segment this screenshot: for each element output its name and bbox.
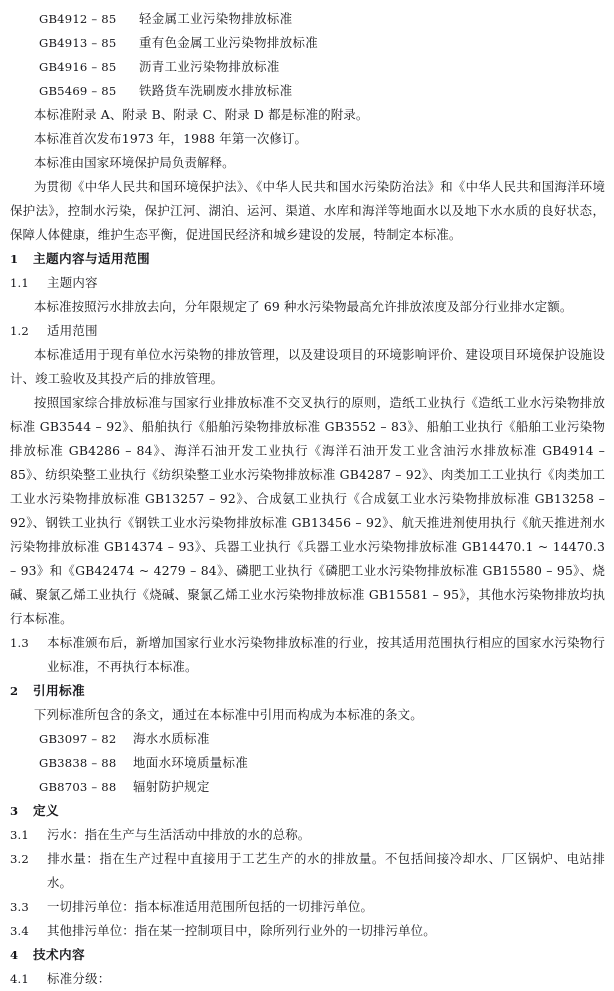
subsection-text: 本标准颁布后，新增加国家行业水污染物排放标准的行业，按其适用范围执行相应的国家水污染物行业标准，不再执行本标准。 xyxy=(47,635,605,674)
standard-code: GB5469 – 85 xyxy=(39,84,117,98)
definition-text: 排水量：指在生产过程中直接用于工艺生产的水的排放量。不包括间接冷却水、厂区锅炉、电站排水。 xyxy=(47,851,605,890)
heading-section-2 xyxy=(10,679,605,703)
reference-title: 海水水质标准 xyxy=(133,731,210,746)
heading-section-1-1 xyxy=(10,271,605,295)
section-1-3-body xyxy=(10,631,605,679)
reference-list-item xyxy=(10,775,605,799)
standard-title: 重有色金属工业污染物排放标准 xyxy=(139,35,319,50)
heading-section-4-1 xyxy=(10,967,605,991)
interpretation-note: 本标准由国家环境保护局负责解释。 xyxy=(34,155,235,170)
heading-section-3 xyxy=(10,799,605,823)
section-1-2-body-2: 按照国家综合排放标准与国家行业排放标准不交叉执行的原则，造纸工业执行《造纸工业水污染物排放标准 GB3544 – 92》、船舶执行《船舶污染物排放标准 GB3552 – 83》、船舶工业执行《船舶工业污染物排放标准 GB4286 – 84》、海洋石油开发工业执行《海洋石油开发工业含油污水排放标准 GB4914 – 85》、纺织染整工业执行《纺织染整工业水污染物排放标准 GB4287 – 92》、肉类加工工业执行《肉类加工工业水污染物排放标准 GB13257 – 92》、合成氨工业执行《合成氨工业水污染物排放标准 GB13258 – 92》、钢铁工业执行《钢铁工业水污染物排放标准 GB13456 – 92》、航天推进剂使用执行《航天推进剂水污染物排放标准 GB14374 – 93》、兵器工业执行《兵器工业水污染物排放标准 GB14470.1 ~ 14470.3 – 93》和《GB42474 ~ 4279 – 84》、磷肥工业执行《磷肥工业水污染物排放标准 GB15580 – 95》、烧碱、聚氯乙烯工业执行《烧碱、聚氯乙烯工业水污染物排放标准 GB15581 – 95》，其他水污染物排放均执行本标准。 xyxy=(10,395,605,626)
section-title: 定义 xyxy=(33,803,59,818)
reference-title: 地面水环境质量标准 xyxy=(133,755,249,770)
section-1-2-body: 本标准适用于现有单位水污染物的排放管理，以及建设项目的环境影响评价、建设项目环境保护设施设计、竣工验收及其投产后的排放管理。 xyxy=(10,347,605,386)
reference-code: GB8703 – 88 xyxy=(39,780,117,794)
section-number: 4 xyxy=(10,948,19,962)
standard-list-item xyxy=(10,55,605,79)
section-number: 3 xyxy=(10,804,19,818)
reference-list-item xyxy=(10,727,605,751)
subsection-number: 1.2 xyxy=(10,324,29,338)
subsection-title: 主题内容 xyxy=(47,275,98,290)
subsection-number: 4.1 xyxy=(10,972,29,986)
subsection-title: 适用范围 xyxy=(47,323,98,338)
section-title: 技术内容 xyxy=(33,947,85,962)
reference-code: GB3838 – 88 xyxy=(39,756,117,770)
subsection-number: 1.3 xyxy=(10,636,29,650)
standard-title: 铁路货车洗刷废水排放标准 xyxy=(139,83,293,98)
definition-text: 一切排污单位：指本标准适用范围所包括的一切排污单位。 xyxy=(47,899,374,914)
definition-text: 污水：指在生产与生活活动中排放的水的总称。 xyxy=(47,827,311,842)
definition-item xyxy=(10,847,605,895)
standard-list-item xyxy=(10,7,605,31)
definition-item xyxy=(10,919,605,943)
definition-text: 其他排污单位：指在某一控制项目中，除所列行业外的一切排污单位。 xyxy=(47,923,436,938)
reference-list-item xyxy=(10,751,605,775)
heading-section-4 xyxy=(10,943,605,967)
standard-list-item xyxy=(10,31,605,55)
definition-number: 3.3 xyxy=(10,900,29,914)
subsection-title: 标准分级： xyxy=(47,971,111,986)
subsection-number: 1.1 xyxy=(10,276,29,290)
section-1-1-body: 本标准按照污水排放去向，分年限规定了 69 种水污染物最高允许排放浓度及部分行业排水定额。 xyxy=(34,299,573,314)
heading-section-1-2 xyxy=(10,319,605,343)
definition-number: 3.1 xyxy=(10,828,29,842)
section-number: 2 xyxy=(10,684,19,698)
heading-section-1 xyxy=(10,247,605,271)
purpose-paragraph: 为贯彻《中华人民共和国环境保护法》、《中华人民共和国水污染防治法》和《中华人民共和国海洋环境保护法》，控制水污染，保护江河、湖泊、运河、渠道、水库和海洋等地面水以及地下水水质的良好状态，保障人体健康，维护生态平衡，促进国民经济和城乡建设的发展，特制定本标准。 xyxy=(10,179,605,242)
appendix-note: 本标准附录 A、附录 B、附录 C、附录 D 都是标准的附录。 xyxy=(34,107,369,122)
definition-item xyxy=(10,823,605,847)
standard-title: 沥青工业污染物排放标准 xyxy=(139,59,280,74)
standard-code: GB4912 – 85 xyxy=(39,12,117,26)
standard-code: GB4916 – 85 xyxy=(39,60,117,74)
standard-title: 轻金属工业污染物排放标准 xyxy=(139,11,293,26)
standard-code: GB4913 – 85 xyxy=(39,36,117,50)
standard-list-item xyxy=(10,79,605,103)
section-2-intro: 下列标准所包含的条文，通过在本标准中引用而构成为本标准的条文。 xyxy=(34,707,423,722)
definition-number: 3.2 xyxy=(10,852,29,866)
definition-item xyxy=(10,895,605,919)
reference-code: GB3097 – 82 xyxy=(39,732,117,746)
publish-note: 本标准首次发布1973 年，1988 年第一次修订。 xyxy=(34,131,308,146)
section-title: 引用标准 xyxy=(33,683,85,698)
section-number: 1 xyxy=(10,252,19,266)
section-title: 主题内容与适用范围 xyxy=(33,251,150,266)
reference-title: 辐射防护规定 xyxy=(133,779,210,794)
definition-number: 3.4 xyxy=(10,924,29,938)
